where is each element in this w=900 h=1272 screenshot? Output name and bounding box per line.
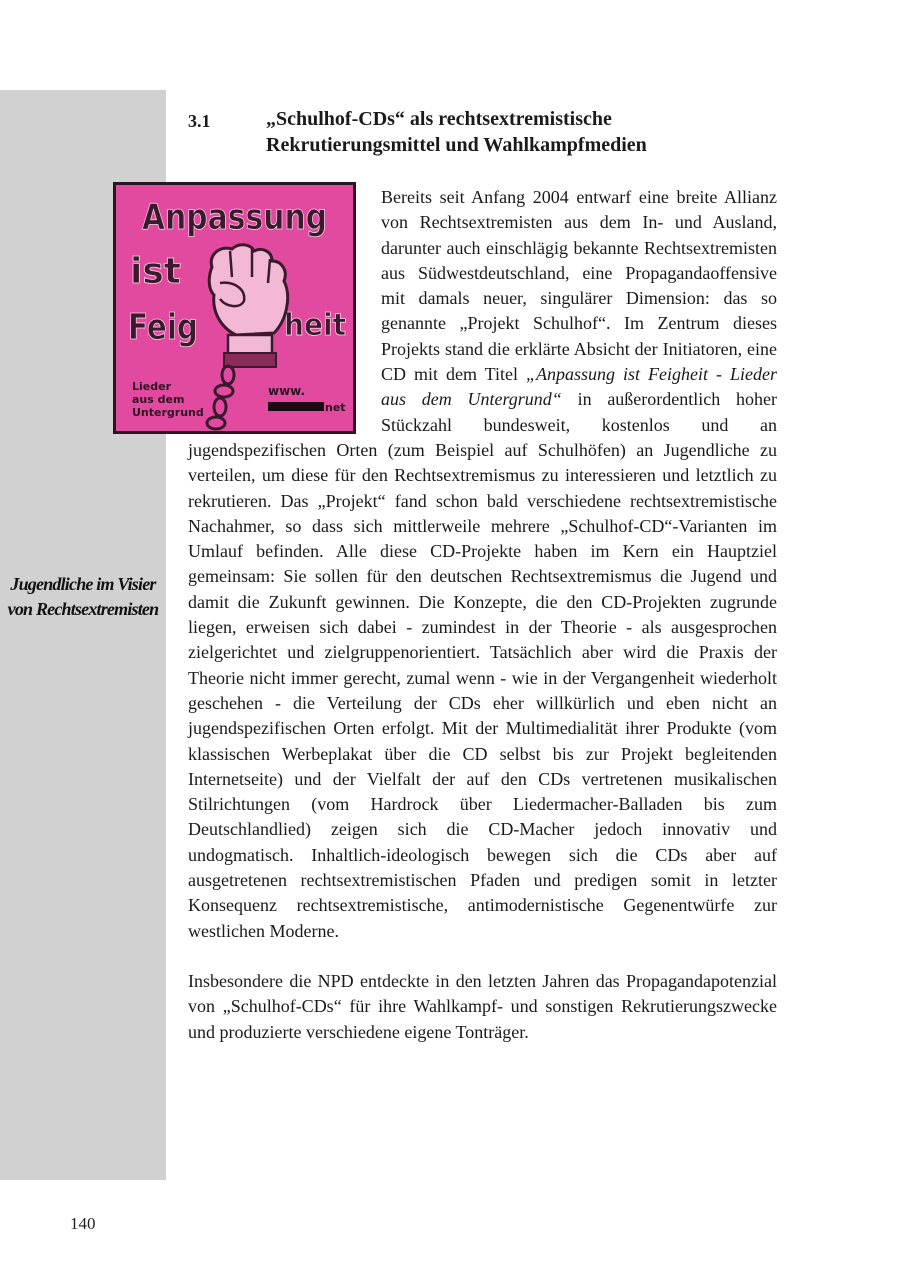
margin-note: Jugendliche im Visier von Rechtsextremisten — [7, 574, 159, 619]
section-number: 3.1 — [188, 111, 211, 131]
section-title: „Schulhof-CDs“ als rechtsextremistische Rekrutierungsmittel und Wahlkampfmedien — [266, 108, 647, 156]
paragraph-1-intro: Bereits seit Anfang 2004 entwarf eine breite Allianz von Rechtsextremisten aus dem In- und Ausland, darunter auch einschlägig bekannte Rechtsextremisten aus Südwestdeutschland, eine Propagandaoffensive mit damals neuer, singulärer Dimension: das so genannte „Projekt Schulhof“. Im Zentrum dieses Projekts stand die erklärte Absicht der Initiatoren, eine CD mit dem Titel — [381, 187, 777, 385]
cd-subtitle-line2: aus dem — [132, 393, 185, 406]
paragraph-2: Insbesondere die NPD entdeckte in den letzten Jahren das Propagandapotenzial von „Schulhof-CDs“ für ihre Wahlkampf- und sonstigen Rekrutierungszwecke und produzierte verschiedene eigene Tonträger. — [188, 970, 777, 1042]
cd-url-suffix: net — [325, 401, 346, 414]
cd-title-line3a: Feig — [128, 307, 198, 348]
cd-url-prefix: www. — [268, 384, 306, 398]
cd-title-line2: ist — [130, 251, 181, 292]
cd-title-line3b: heit — [284, 308, 346, 343]
image-float-spacer — [188, 185, 381, 435]
paragraph-1-rest: in außerordentlich hoher Stückzahl bundesweit, kostenlos und an jugendspezifischen Orten (zum Beispiel auf Schulhöfen) an Jugendliche zu verteilen, um diese für den Rechtsextremismus zu interessieren und letztlich zu rekrutieren. Das „Projekt“ fand schon bald verschiedene rechtsextremistische Nachahmer, so dass sich mittlerweile mehrere „Schulhof-CD“-Varianten im Umlauf befinden. Alle diese CD-Projekte haben im Kern ein Hauptziel gemeinsam: Sie sollen für den deutschen Rechtsextremismus die Jugend und damit die Zukunft gewinnen. Die Konzepte, die den CD-Projekten zugrunde liegen, erweisen sich dabei - zumindest in der Theorie - als ausgesprochen zielgerichtet und zielgruppenorientiert. Tatsächlich aber wird die Praxis der Theorie nicht immer gerecht, zumal wenn - wie in der Vergangenheit wiederholt geschehen - die Verteilung der CDs eher willkürlich und eben nicht an jugendspezifischen Orten erfolgt. Mit der Multimedialität ihrer Produkte (vom klassischen Werbeplakat über die CD selbst bis zur Projekt begleitenden Internetseite) und der Vielfalt der auf den CDs vertretenen musikalischen Stilrichtungen (vom Hardrock über Liedermacher-Balladen bis zum Deutschlandlied) zeigen sich die CD-Macher jedoch innovativ und undogmatisch. Inhaltlich-ideologisch bewegen sich die CDs aber auf ausgetretenen rechtsextremistischen Pfaden und predigen somit in letzter Konsequenz rechtsextremistische, antimodernistische Gegenentwürfe zur westlichen Moderne. — [188, 389, 777, 941]
cd-subtitle-line3: Untergrund — [132, 406, 204, 419]
cd-title-reference: „Anpassung ist Feigheit - Lieder aus dem Untergrund“ — [381, 364, 777, 410]
cd-title-line1: Anpassung — [142, 197, 327, 238]
body-text — [188, 185, 777, 1045]
cd-subtitle-line1: Lieder — [132, 380, 171, 393]
page-number: 140 — [70, 1214, 96, 1233]
